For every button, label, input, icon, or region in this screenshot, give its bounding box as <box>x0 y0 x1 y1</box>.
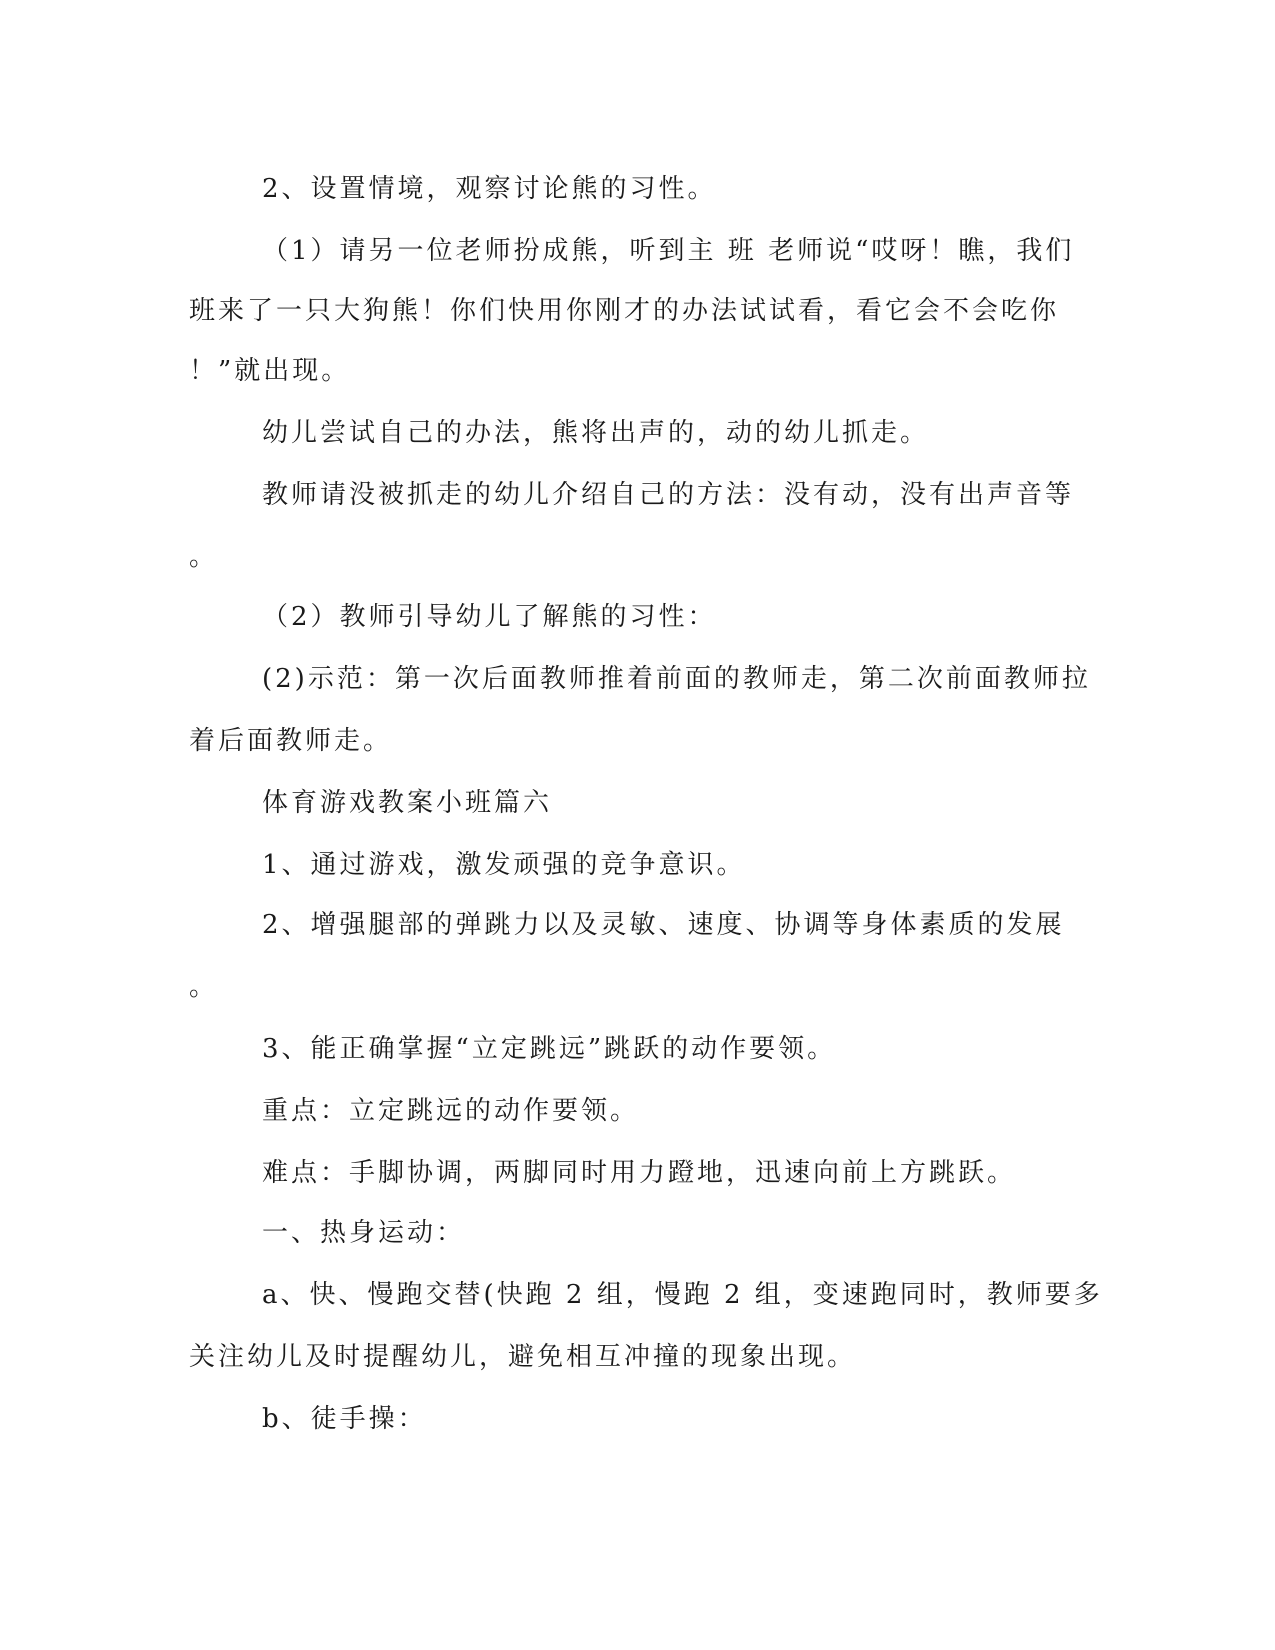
text-line: 教师请没被抓走的幼儿介绍自己的方法：没有动，没有出声音等 <box>262 480 1075 510</box>
text-line: a、快、慢跑交替(快跑 2 组，慢跑 2 组，变速跑同时，教师要多 <box>262 1280 1103 1310</box>
text-line: 。 <box>189 972 219 1002</box>
text-line: 3、能正确掌握“立定跳远”跳跃的动作要领。 <box>262 1034 837 1064</box>
text-line: 着后面教师走。 <box>189 726 393 756</box>
text-line: （2）教师引导幼儿了解熊的习性： <box>262 602 717 632</box>
text-line: 幼儿尝试自己的办法，熊将出声的，动的幼儿抓走。 <box>262 418 930 448</box>
text-line: 1、通过游戏，激发顽强的竞争意识。 <box>262 850 746 880</box>
text-line: b、徒手操： <box>262 1404 427 1434</box>
text-line: （1）请另一位老师扮成熊，听到主 班 老师说“哎呀！瞧，我们 <box>262 236 1075 266</box>
text-line: (2)示范：第一次后面教师推着前面的教师走，第二次前面教师拉 <box>262 664 1091 694</box>
text-line: 。 <box>189 542 219 572</box>
section-heading: 体育游戏教案小班篇六 <box>262 788 553 818</box>
text-line: 难点：手脚协调，两脚同时用力蹬地，迅速向前上方跳跃。 <box>262 1158 1017 1188</box>
text-line: ！”就出现。 <box>189 356 351 386</box>
text-line: 重点：立定跳远的动作要领。 <box>262 1096 640 1126</box>
text-line: 2、增强腿部的弹跳力以及灵敏、速度、协调等身体素质的发展 <box>262 910 1065 940</box>
text-line: 班来了一只大狗熊！你们快用你刚才的办法试试看，看它会不会吃你 <box>189 296 1060 326</box>
text-line: 关注幼儿及时提醒幼儿，避免相互冲撞的现象出现。 <box>189 1342 857 1372</box>
text-line: 2、设置情境，观察讨论熊的习性。 <box>262 174 717 204</box>
text-line: 一、热身运动： <box>262 1218 466 1248</box>
